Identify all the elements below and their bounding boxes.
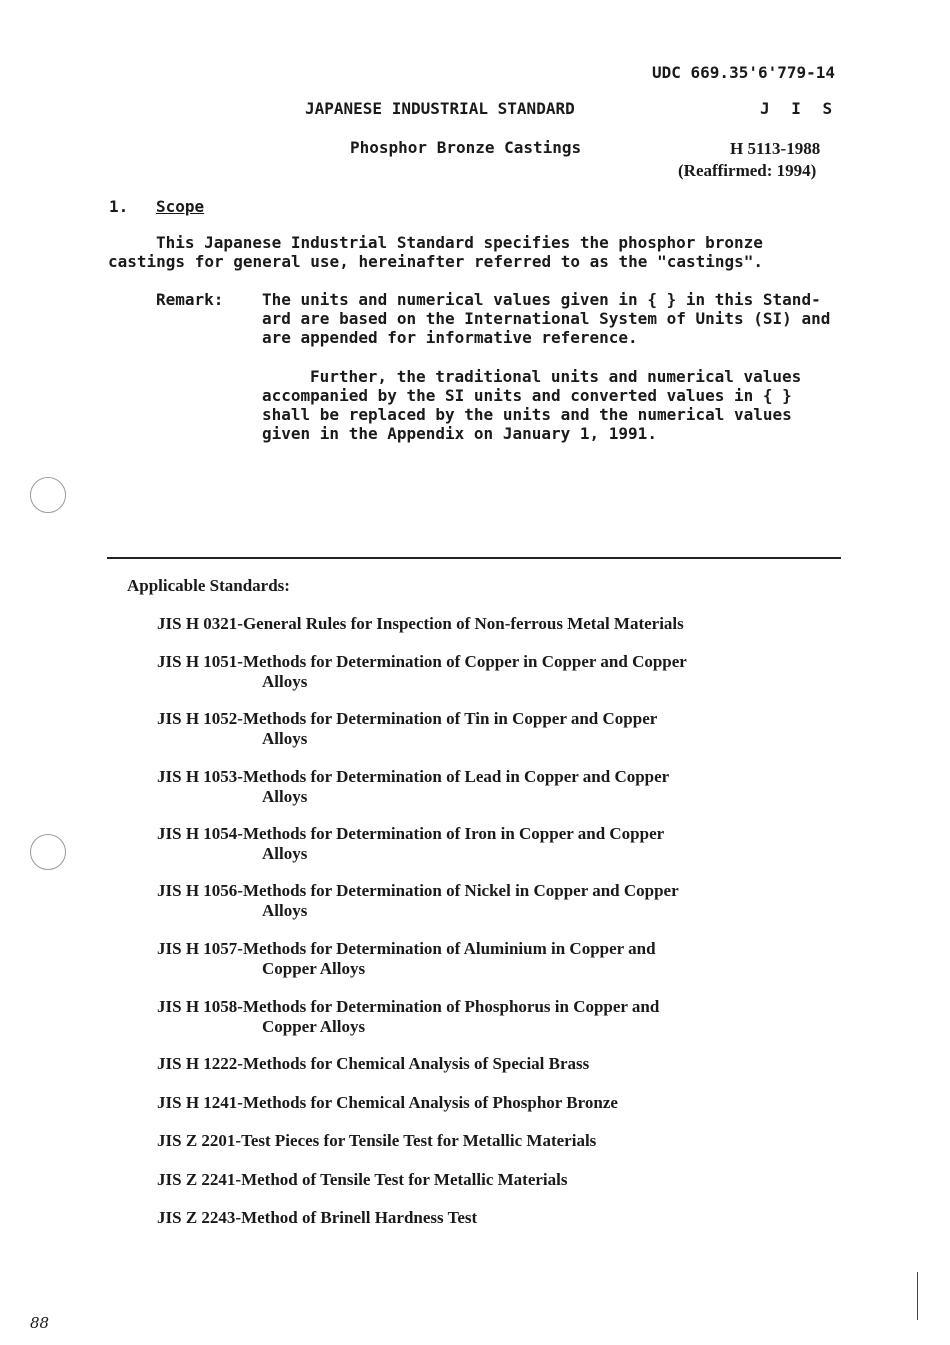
standard-list-item-continuation: Alloys [262, 787, 308, 806]
standard-list-item: JIS H 0321-General Rules for Inspection of Non-ferrous Metal Materials [157, 614, 684, 633]
standard-list-item: JIS H 1056-Methods for Determination of Nickel in Copper and Copper [157, 881, 679, 900]
remark-line: The units and numerical values given in { } in this Stand- [262, 290, 821, 309]
punch-hole [30, 834, 66, 870]
remark-label: Remark: [156, 290, 224, 309]
remark-line: ard are based on the International System of Units (SI) and [262, 309, 831, 328]
standard-list-item: JIS Z 2241-Method of Tensile Test for Metallic Materials [157, 1170, 568, 1189]
scope-line: This Japanese Industrial Standard specifies the phosphor bronze [156, 233, 763, 252]
jis-mark: J I S [760, 99, 839, 118]
standard-list-item-continuation: Alloys [262, 901, 308, 920]
standard-list-item: JIS Z 2201-Test Pieces for Tensile Test for Metallic Materials [157, 1131, 597, 1150]
further-line: given in the Appendix on January 1, 1991. [262, 424, 657, 443]
scope-line: castings for general use, hereinafter referred to as the "castings". [108, 252, 764, 271]
section-divider [107, 557, 841, 559]
standard-number: H 5113-1988 [730, 139, 821, 158]
section-title: Scope [156, 197, 205, 216]
remark-line: are appended for informative reference. [262, 328, 638, 347]
applicable-standards-heading: Applicable Standards: [127, 576, 290, 595]
standard-list-item: JIS H 1051-Methods for Determination of Copper in Copper and Copper [157, 652, 687, 671]
standard-list-item: JIS H 1222-Methods for Chemical Analysis of Special Brass [157, 1054, 590, 1073]
standard-list-item: JIS H 1241-Methods for Chemical Analysis of Phosphor Bronze [157, 1093, 618, 1112]
standard-title: JAPANESE INDUSTRIAL STANDARD [305, 99, 575, 118]
scan-edge-mark [917, 1272, 918, 1320]
standard-list-item: JIS Z 2243-Method of Brinell Hardness Test [157, 1208, 478, 1227]
standard-list-item-continuation: Copper Alloys [262, 1017, 366, 1036]
standard-list-item-continuation: Alloys [262, 672, 308, 691]
further-line: shall be replaced by the units and the numerical values [262, 405, 792, 424]
reaffirmed-note: (Reaffirmed: 1994) [678, 161, 817, 180]
punch-hole [30, 477, 66, 513]
standard-list-item-continuation: Alloys [262, 844, 308, 863]
standard-list-item: JIS H 1054-Methods for Determination of Iron in Copper and Copper [157, 824, 665, 843]
document-title: Phosphor Bronze Castings [350, 138, 582, 157]
standard-list-item-continuation: Copper Alloys [262, 959, 366, 978]
standard-list-item: JIS H 1058-Methods for Determination of Phosphorus in Copper and [157, 997, 660, 1016]
udc-code: UDC 669.35'6'779-14 [652, 63, 836, 82]
further-line: Further, the traditional units and numerical values [310, 367, 802, 386]
standard-list-item: JIS H 1053-Methods for Determination of Lead in Copper and Copper [157, 767, 670, 786]
standard-list-item: JIS H 1057-Methods for Determination of Aluminium in Copper and [157, 939, 656, 958]
page-number: 88 [30, 1314, 50, 1332]
standard-list-item: JIS H 1052-Methods for Determination of Tin in Copper and Copper [157, 709, 658, 728]
section-number: 1. [109, 197, 129, 216]
further-line: accompanied by the SI units and converted values in { } [262, 386, 792, 405]
standard-list-item-continuation: Alloys [262, 729, 308, 748]
